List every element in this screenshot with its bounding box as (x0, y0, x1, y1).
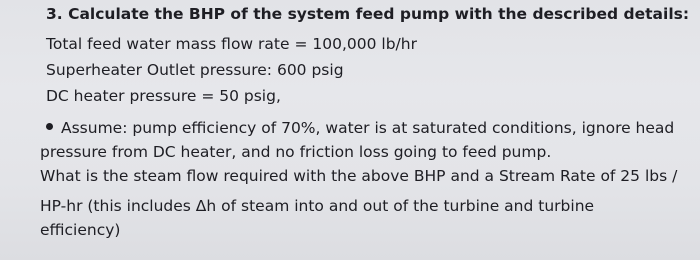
question-line-1: What is the steam flow required with the above BHP and a Stream Rate of 25 lbs / (40, 167, 678, 185)
detail-dc-heater-pressure: DC heater pressure = 50 psig, (46, 87, 281, 105)
question-line-3: efficiency) (40, 221, 121, 239)
assumption-line-1 (46, 118, 674, 138)
detail-superheater-pressure: Superheater Outlet pressure: 600 psig (46, 61, 344, 79)
assumption-line-2: pressure from DC heater, and no friction loss going to feed pump. (40, 143, 552, 161)
bullet-icon (46, 123, 53, 130)
assumption-text-1: Assume: pump efficiency of 70%, water is at saturated conditions, ignore head (61, 119, 675, 137)
problem-title: 3. Calculate the BHP of the system feed pump with the described details: (46, 5, 690, 23)
question-line-2: HP-hr (this includes Δh of steam into and out of the turbine and turbine (40, 197, 595, 215)
detail-feed-water-flow: Total feed water mass flow rate = 100,000 lb/hr (46, 35, 417, 53)
